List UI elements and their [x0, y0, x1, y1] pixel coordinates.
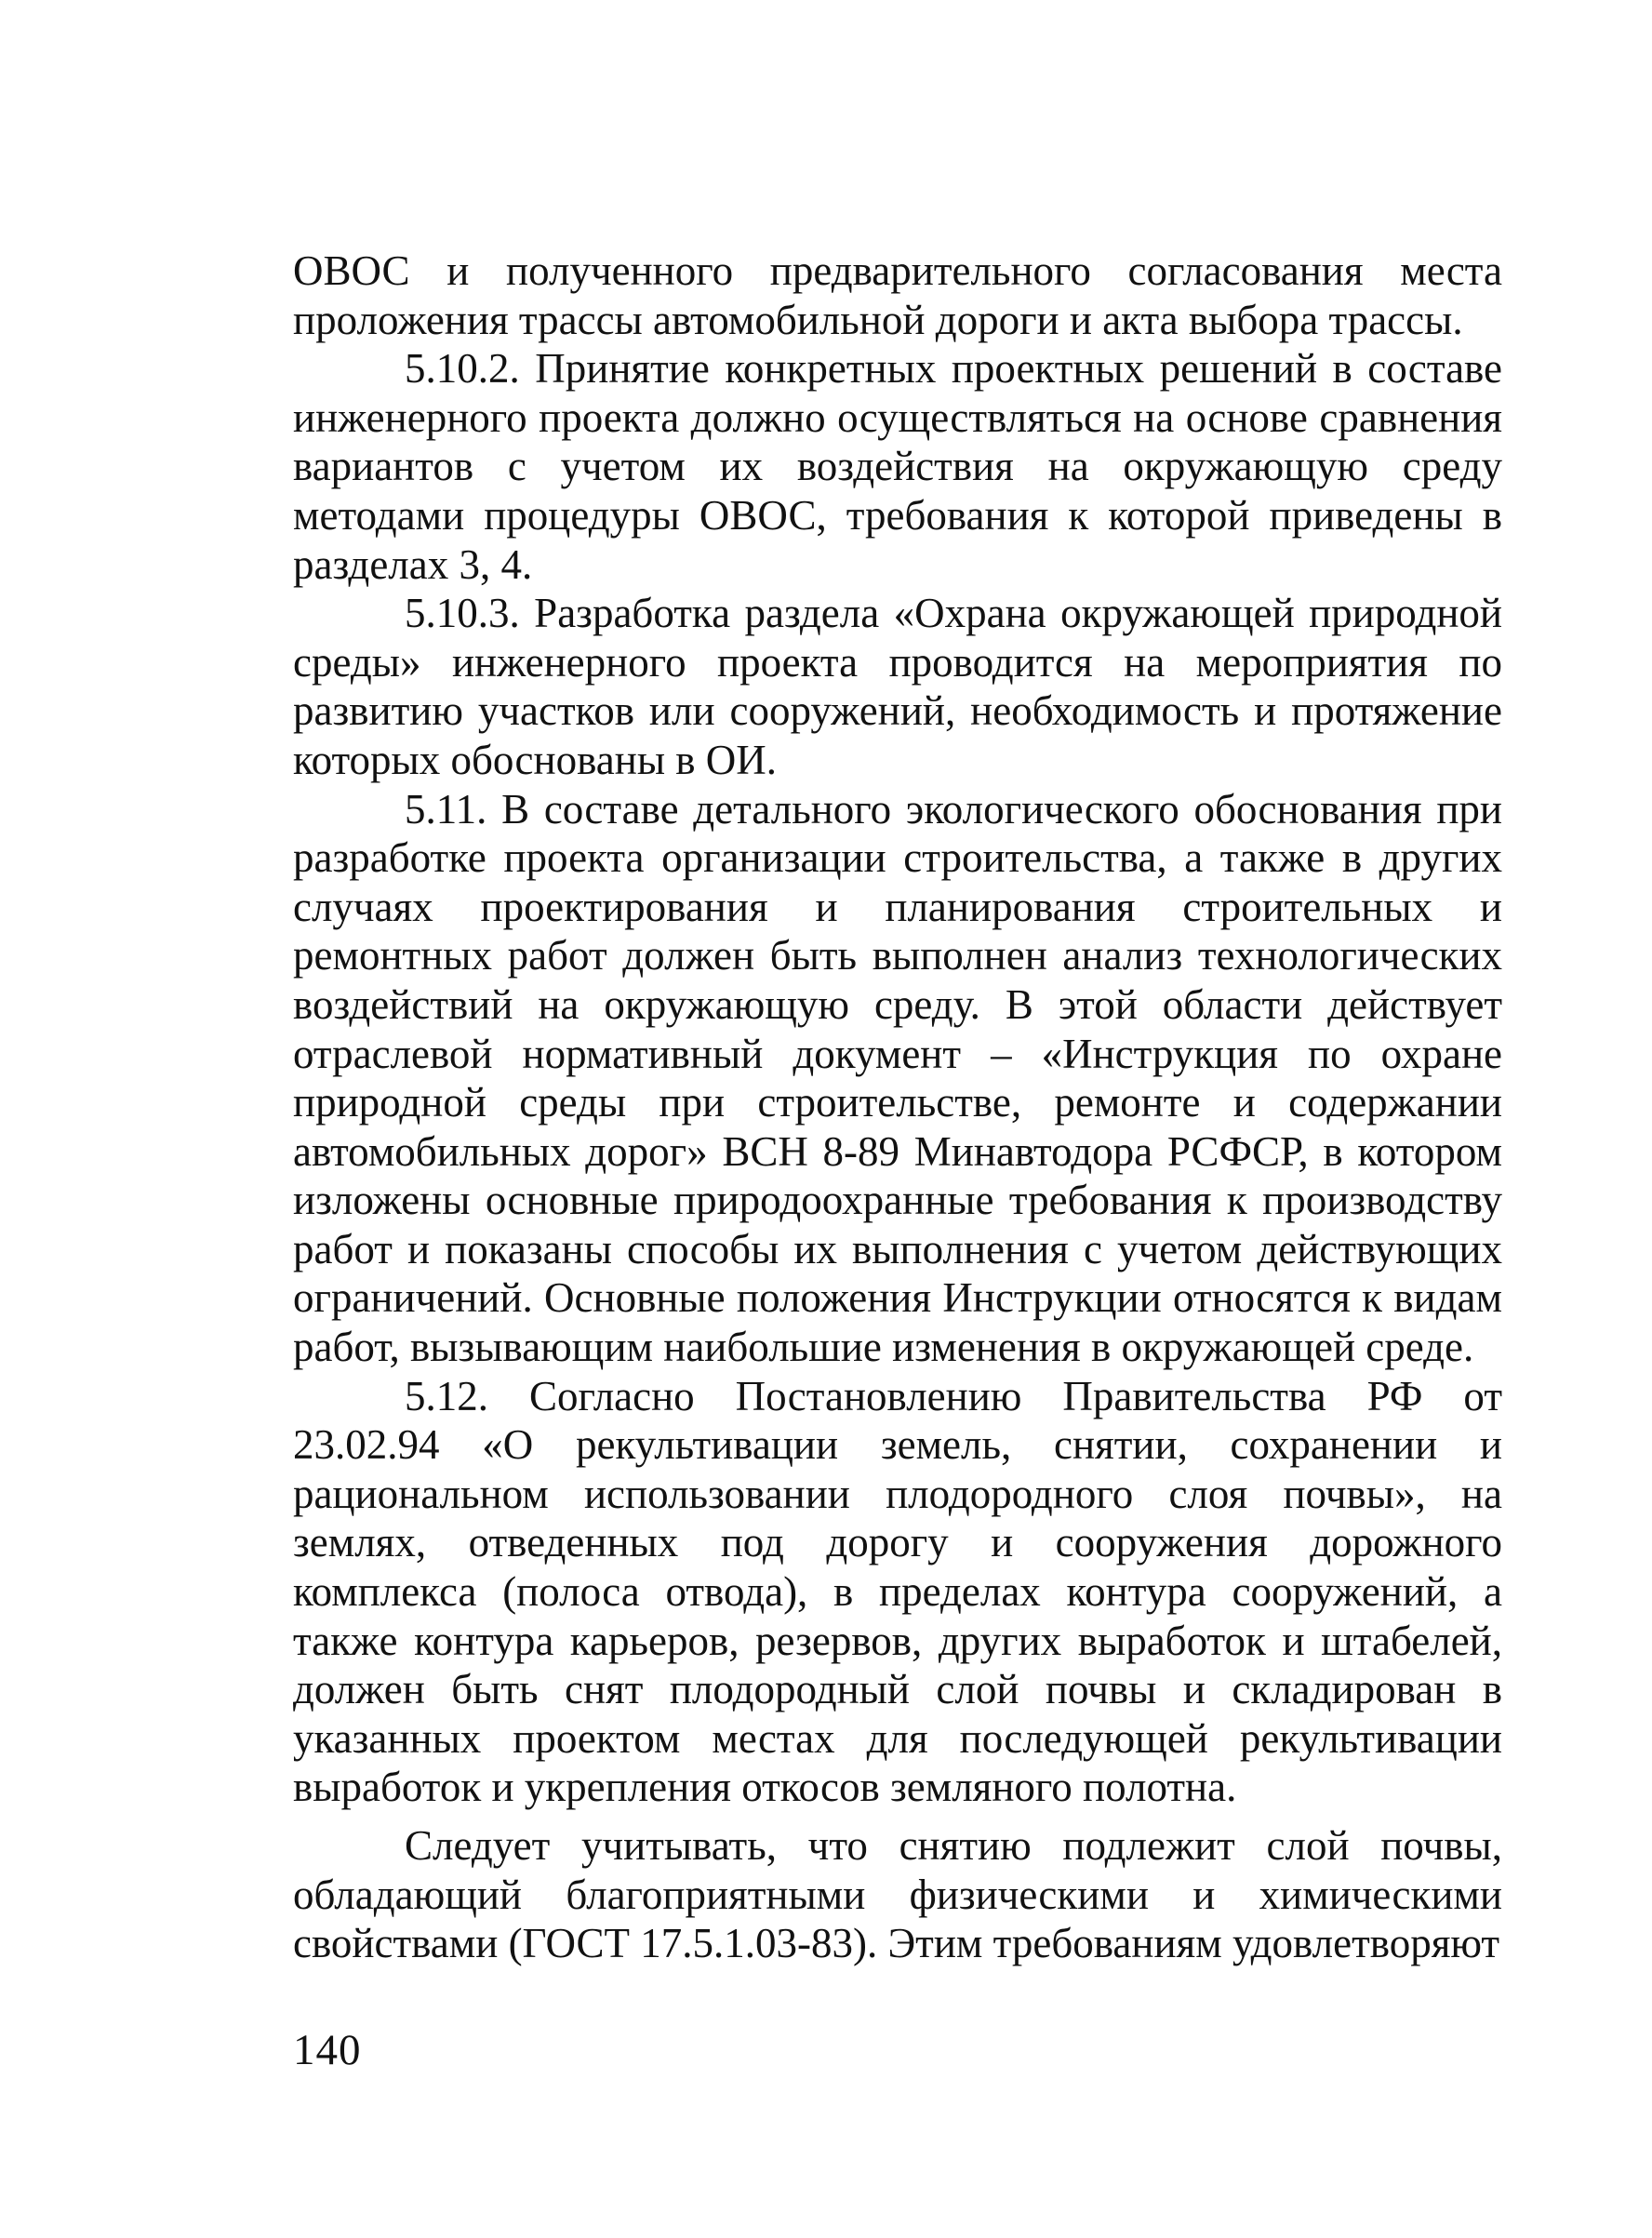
paragraph-soil-note: Следует учитывать, что снятию подлежит слой почвы, обладающий благоприятными физическими и химическими свойствами (ГОСТ 17.5.1.03-83). Этим требованиям удовлетворяют: [293, 1822, 1502, 1967]
paragraph-5-11: 5.11. В составе детального экологического обоснования при разработке проекта организации строительства, а также в других случаях проектирования и планирования строительных и ремонтных работ должен быть выполнен анализ технологических воздействий на окружающую среду. В этой области действует отраслевой нормативный документ – «Инструкция по охране природной среды при строительстве, ремонте и содержании автомобильных дорог» ВСН 8-89 Минавтодора РСФСР, в котором изложены основные природоохранные требования к производству работ и показаны способы их выполнения с учетом действующих ограничений. Основные положения Инструкции относятся к видам работ, вызывающим наибольшие изменения в окружающей среде.: [293, 785, 1502, 1371]
body-text: [293, 246, 1502, 1968]
paragraph-continuation: ОВОС и полученного предварительного согласования места проложения трассы автомобильной дороги и акта выбора трассы.: [293, 247, 1502, 343]
paragraph-5-10-3: 5.10.3. Разработка раздела «Охрана окружающей природной среды» инженерного проекта проводится на мероприятия по развитию участков или сооружений, необходимость и протяжение которых обоснованы в ОИ.: [293, 590, 1502, 783]
paragraph-5-12: 5.12. Согласно Постановлению Правительства РФ от 23.02.94 «О рекультивации земель, снятии, сохранении и рациональном использовании плодородного слоя почвы», на землях, отведенных под дорогу и сооружения дорожного комплекса (полоса отвода), в пределах контура сооружений, а также контура карьеров, резервов, других выработок и штабелей, должен быть снят плодородный слой почвы и складирован в указанных проектом местах для последующей рекультивации выработок и укрепления откосов земляного полотна.: [293, 1372, 1502, 1811]
page-number: 140: [293, 2026, 362, 2074]
paragraph-5-10-2: 5.10.2. Принятие конкретных проектных решений в составе инженерного проекта должно осуществляться на основе сравнения вариантов с учетом их воздействия на окружающую среду методами процедуры ОВОС, требования к которой приведены в разделах 3, 4.: [293, 345, 1502, 588]
